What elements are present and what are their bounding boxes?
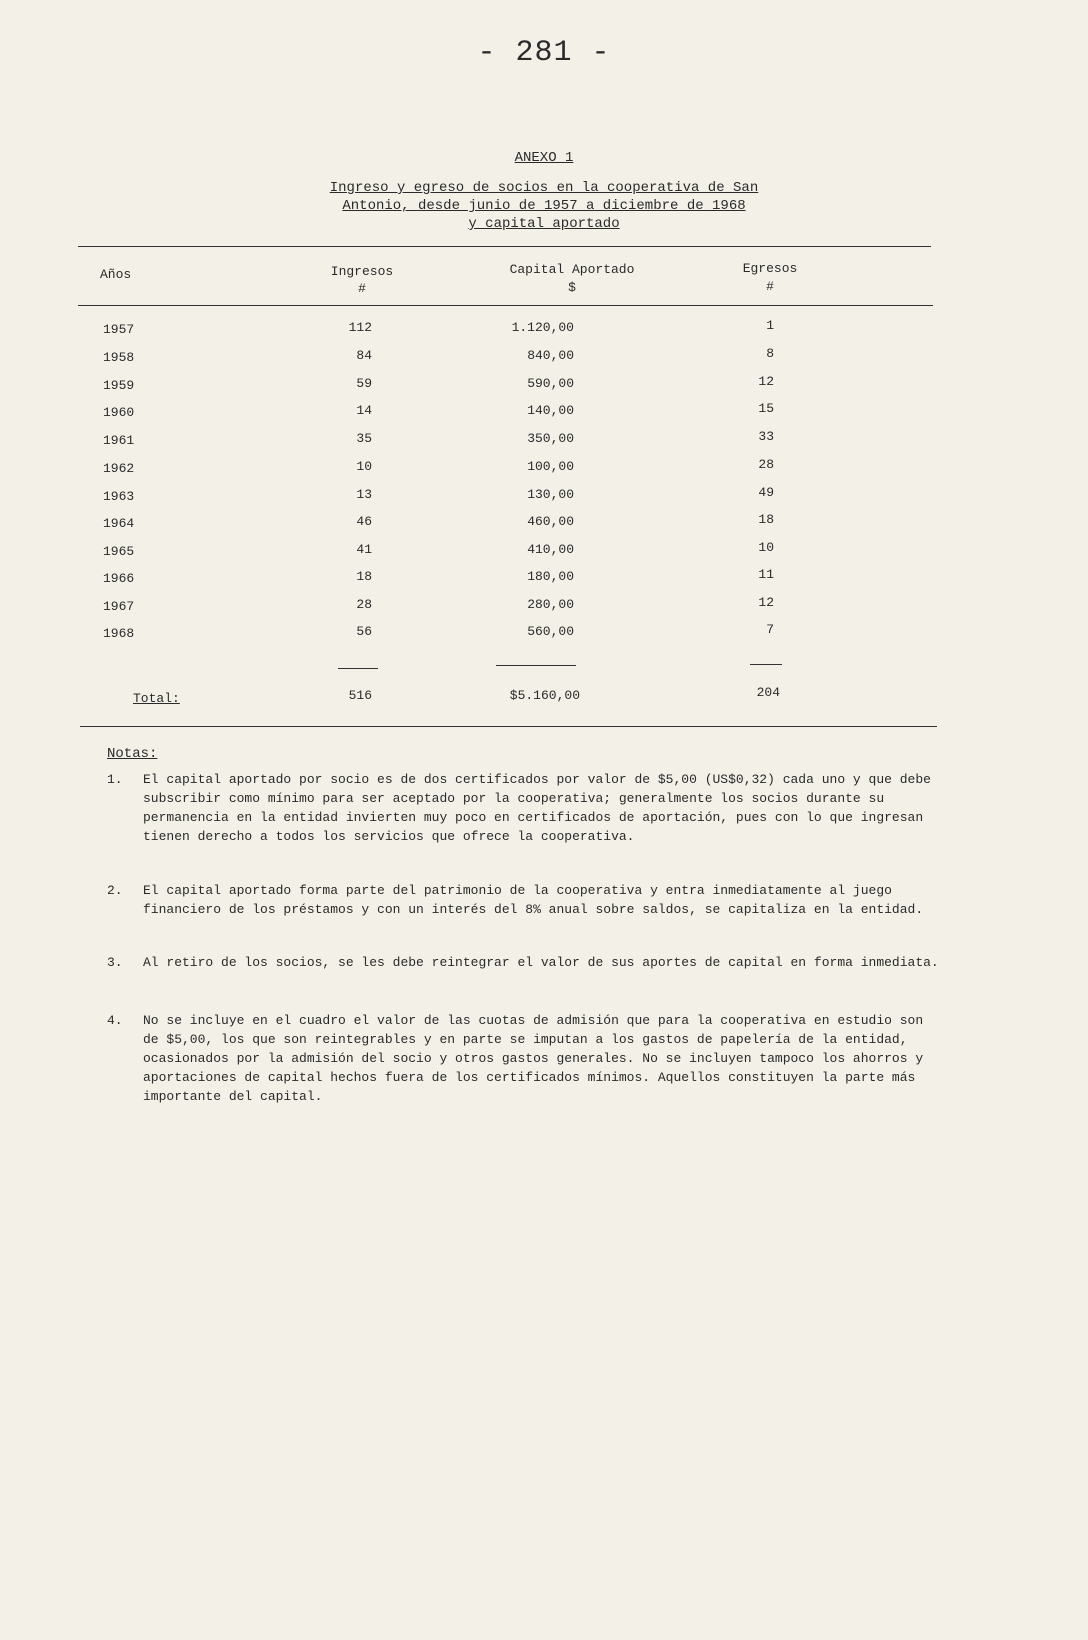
cell-egresos: 15 (758, 401, 774, 416)
cell-capital: 560,00 (527, 624, 574, 639)
cell-egresos: 10 (758, 540, 774, 555)
cell-egresos: 49 (758, 485, 774, 500)
cell-ingresos: 10 (356, 459, 372, 474)
cell-year: 1968 (103, 626, 135, 641)
cell-ingresos: 28 (356, 597, 372, 612)
cell-egresos: 28 (758, 457, 774, 472)
cell-ingresos: 18 (356, 569, 372, 584)
cell-egresos: 8 (766, 346, 774, 361)
note-item (107, 881, 937, 939)
egresos-sum-line (750, 664, 782, 665)
cell-egresos: 12 (758, 595, 774, 610)
cell-ingresos: 59 (356, 376, 372, 391)
header-egresos: Egresos (742, 261, 798, 276)
note-number: 2. (107, 883, 123, 898)
cell-ingresos: 35 (356, 431, 372, 446)
cell-ingresos: 46 (356, 514, 372, 529)
header-years: Años (100, 267, 132, 282)
note-item (107, 1011, 937, 1111)
note-text: Al retiro de los socios, se les debe reintegrar el valor de sus aportes de capital en forma inmediata. (143, 955, 939, 970)
table-bottom-rule (80, 726, 937, 727)
cell-year: 1957 (103, 322, 135, 337)
header-ingresos: Ingresos (330, 264, 394, 279)
cell-capital: 1.120,00 (511, 320, 574, 335)
cell-capital: 410,00 (527, 542, 574, 557)
note-text: El capital aportado por socio es de dos certificados por valor de $5,00 (US$0,32) cada uno y que debe subscribir como mínimo para ser aceptado por la cooperativa; generalmente los socios durante su permanencia en la entidad invierten muy poco en certificados de aportación, pues con lo que ingresan tienen derecho a todos los servicios que ofrece la cooperativa. (143, 772, 931, 844)
header-capital-unit: $ (568, 280, 576, 295)
header-egresos-unit: # (766, 279, 774, 294)
table-title-line-2: Antonio, desde junio de 1957 a diciembre de 1968 (342, 198, 746, 214)
total-egresos: 204 (756, 685, 780, 700)
note-item (107, 770, 937, 866)
cell-capital: 130,00 (527, 487, 574, 502)
cell-year: 1958 (103, 350, 135, 365)
cell-year: 1967 (103, 599, 135, 614)
note-text: No se incluye en el cuadro el valor de las cuotas de admisión que para la cooperativa en estudio son de $5,00, los que son reintegrables y en parte se imputan a los gastos de papelería de la entidad, ocasionados por la admisión del socio y otros gastos generales. No se incluyen tampoco los ahorros y aportaciones de capital hechos fuera de los certificados mínimos. Aquellos constituyen la parte más importante del capital. (143, 1013, 924, 1104)
page-number: - 281 - (477, 36, 611, 70)
cell-year: 1965 (103, 544, 135, 559)
cell-year: 1961 (103, 433, 135, 448)
cell-capital: 350,00 (527, 431, 574, 446)
cell-capital: 140,00 (527, 403, 574, 418)
cell-capital: 840,00 (527, 348, 574, 363)
cell-ingresos: 84 (356, 348, 372, 363)
note-text: El capital aportado forma parte del patrimonio de la cooperativa y entra inmediatamente al juego financiero de los préstamos y con un interés del 8% anual sobre saldos, se capitaliza en la entidad. (143, 883, 924, 917)
table-top-rule (78, 246, 931, 247)
cell-year: 1963 (103, 489, 135, 504)
cell-ingresos: 56 (356, 624, 372, 639)
cell-ingresos: 13 (356, 487, 372, 502)
cell-capital: 590,00 (527, 376, 574, 391)
cell-capital: 460,00 (527, 514, 574, 529)
cell-capital: 180,00 (527, 569, 574, 584)
cell-egresos: 33 (758, 429, 774, 444)
total-capital: $5.160,00 (509, 688, 580, 703)
cell-ingresos: 112 (348, 320, 372, 335)
cell-egresos: 1 (766, 318, 774, 333)
cell-year: 1959 (103, 378, 135, 393)
cell-year: 1964 (103, 516, 135, 531)
table-title-line-3: y capital aportado (468, 216, 620, 232)
cell-capital: 280,00 (527, 597, 574, 612)
table-header-rule (78, 305, 933, 306)
note-number: 3. (107, 955, 123, 970)
capital-sum-line (496, 665, 576, 666)
cell-year: 1962 (103, 461, 135, 476)
cell-egresos: 11 (758, 567, 774, 582)
header-capital: Capital Aportado (509, 262, 635, 277)
total-ingresos: 516 (348, 688, 372, 703)
header-ingresos-unit: # (358, 281, 366, 296)
annex-heading: ANEXO 1 (514, 150, 574, 166)
cell-capital: 100,00 (527, 459, 574, 474)
cell-egresos: 18 (758, 512, 774, 527)
cell-year: 1960 (103, 405, 135, 420)
table-title-line-1: Ingreso y egreso de socios en la cooperativa de San (329, 180, 759, 196)
note-number: 1. (107, 772, 123, 787)
cell-ingresos: 41 (356, 542, 372, 557)
notes-label: Notas: (107, 746, 158, 762)
ingresos-sum-line (338, 668, 378, 669)
note-number: 4. (107, 1013, 123, 1028)
total-label: Total: (133, 691, 180, 706)
cell-egresos: 12 (758, 374, 774, 389)
note-item (107, 953, 937, 993)
cell-egresos: 7 (766, 622, 774, 637)
cell-ingresos: 14 (356, 403, 372, 418)
cell-year: 1966 (103, 571, 135, 586)
